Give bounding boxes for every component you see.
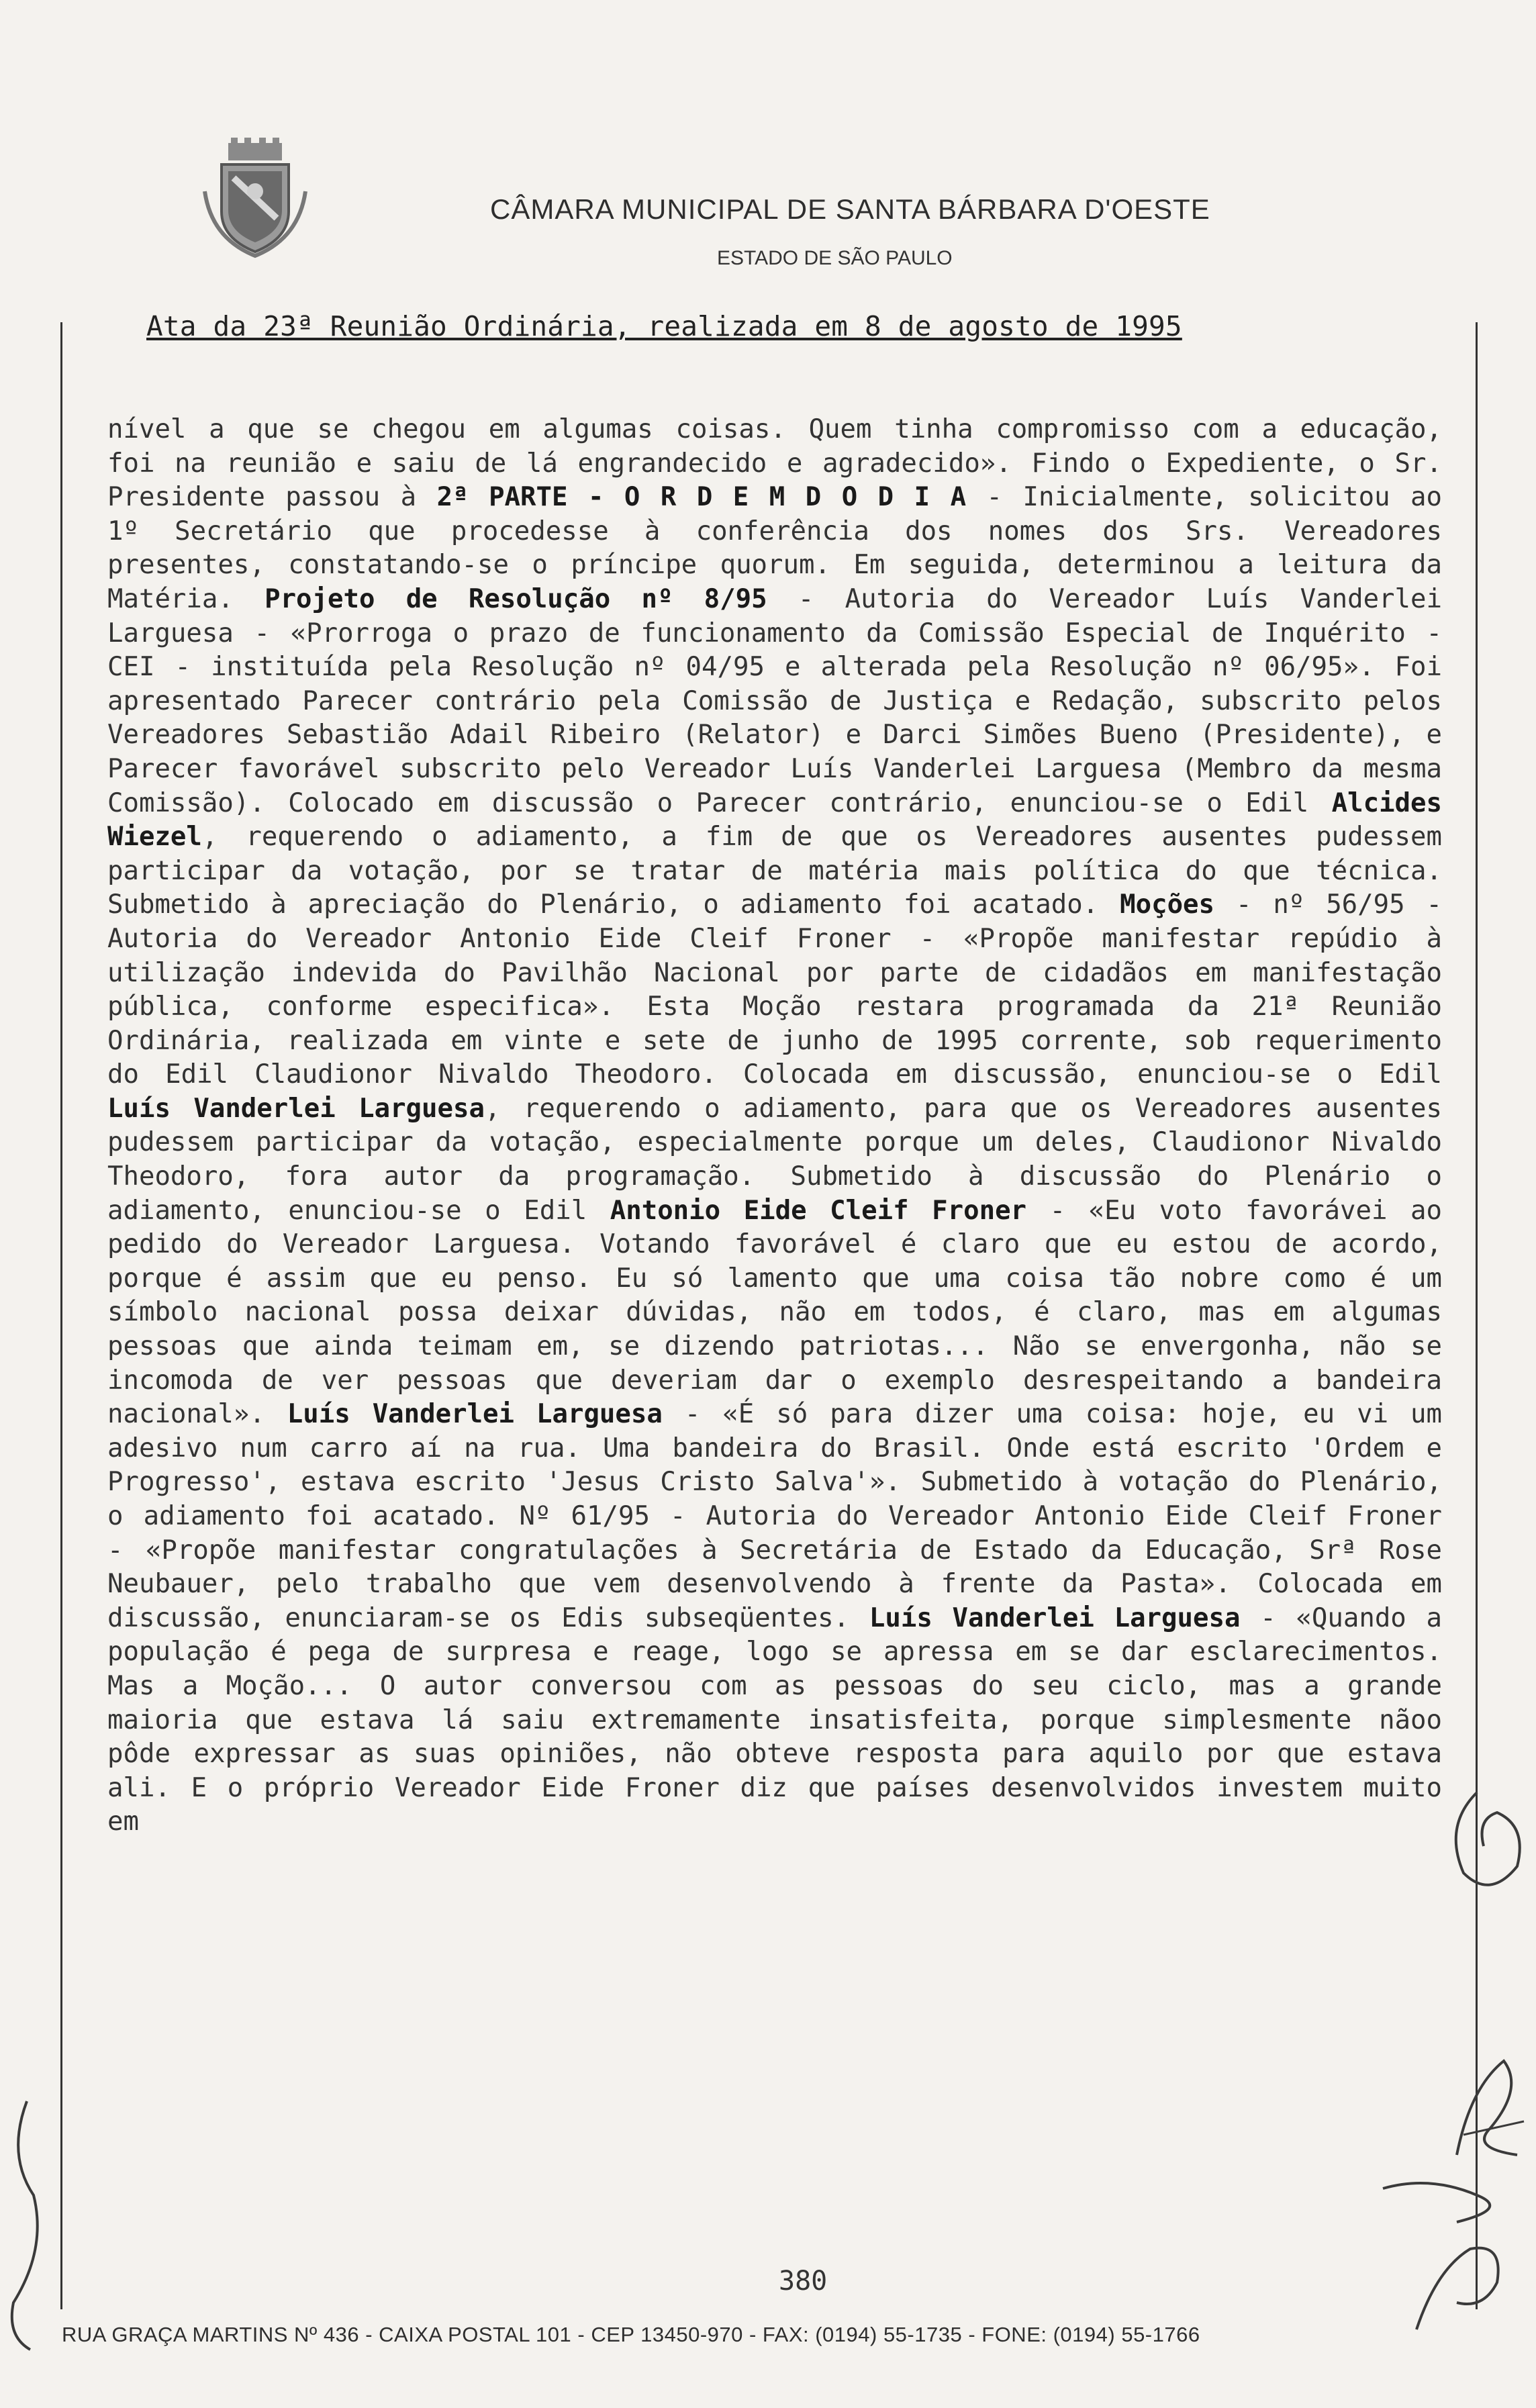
left-margin-line xyxy=(60,322,62,2309)
body-bold-segment: 2ª PARTE - O R D E M D O D I A xyxy=(436,482,967,513)
minutes-body xyxy=(107,413,1442,1839)
body-text-segment: - nº 56/95 - Autoria do Vereador Antonio Eide Cleif Froner - «Propõe manifestar repúdio à utilização indevida do Pavilhão Nacional por parte de cidadãos em manifestação pública, conforme especifica». Esta Moção restara programada da 21ª Reunião Ordinária, realizada em vinte e sete de junho de 1995 corrente, sob requerimento do Edil Claudionor Nivaldo Theodoro. Colocada em discussão, enunciou-se o Edil xyxy=(107,889,1442,1090)
body-text-segment: , requerendo o adiamento, para que os Vereadores ausentes pudessem participar da votação, especialmente porque um deles, Claudionor Nivaldo Theodoro, fora autor da programação. Submetido à discussão do Plenário o adiamento, enunciou-se o Edil xyxy=(107,1093,1443,1226)
body-bold-segment: Antonio Eide Cleif Froner xyxy=(610,1195,1027,1226)
body-bold-segment: Projeto de Resolução nº 8/95 xyxy=(265,583,767,614)
body-bold-segment: Alcides Wiezel xyxy=(107,787,1442,853)
organization-state: ESTADO DE SÃO PAULO xyxy=(717,247,953,269)
body-text-segment: - «Quando a população é pega de surpresa e reage, logo se apressa em se dar esclarecimentos. Mas a Moção... O autor conversou com as pessoas do seu ciclo, mas a grande maioria que estava lá saiu extremamente insatisfeita, porque simplesmente nãoo pôde expressar as suas opiniões, não obteve resposta para aquilo por que estava ali. E o próprio Vereador Eide Froner diz que países desenvolvidos investem muito em xyxy=(107,1602,1443,1837)
municipal-crest-icon xyxy=(201,138,309,258)
document-title: Ata da 23ª Reunião Ordinária, realizada em 8 de agosto de 1995 xyxy=(146,310,1182,342)
signature-initials-2 xyxy=(1443,2048,1531,2168)
body-bold-segment: Luís Vanderlei Larguesa xyxy=(287,1399,663,1430)
body-bold-segment: Luís Vanderlei Larguesa xyxy=(107,1093,485,1124)
footer-address: RUA GRAÇA MARTINS Nº 436 - CAIXA POSTAL 101 - CEP 13450-970 - FAX: (0194) 55-1735 - FONE: (0194) 55-1766 xyxy=(62,2323,1200,2346)
body-text-segment: , requerendo o adiamento, a fim de que os Vereadores ausentes pudessem participar da votação, por se tratar de matéria mais política do que técnica. Submetido à apreciação do Plenário, o adiamento foi acatado. xyxy=(107,822,1442,920)
body-text-segment: nível a que se chegou em algumas coisas. Quem tinha compromisso com a educação, foi na reunião e saiu de lá engrandecido e agradecido». Findo o Expediente, o Sr. Presidente passou à xyxy=(107,414,1442,513)
right-margin-line xyxy=(1476,322,1478,2309)
body-bold-segment: Moções xyxy=(1120,889,1215,920)
body-text-segment: - «É só para dizer uma coisa: hoje, eu vi um adesivo num carro aí na rua. Uma bandeira do Brasil. Onde está escrito 'Ordem e Progresso', estava escrito 'Jesus Cristo Salva'». Submetido à votação do Plenário, o adiamento foi acatado. Nº 61/95 - Autoria do Vereador Antonio Eide Cleif Froner - «Propõe manifestar congratulações à Secretária de Estado da Educação, Srª Rose Neubauer, pelo trabalho que vem desenvolvendo à frente da Pasta». Colocada em discussão, enunciaram-se os Edis subseqüentes. xyxy=(107,1399,1443,1633)
body-text-segment: - Autoria do Vereador Luís Vanderlei Larguesa - «Prorroga o prazo de funcionamento da Comissão Especial de Inquérito - CEI - instituída pela Resolução nº 04/95 e alterada pela Resolução nº 06/95». Foi apresentado Parecer contrário pela Comissão de Justiça e Redação, subscrito pelos Vereadores Sebastião Adail Ribeiro (Relator) e Darci Simões Bueno (Presidente), e Parecer favorável subscrito pelo Vereador Luís Vanderlei Larguesa (Membro da mesma Comissão). Colocado em discussão o Parecer contrário, enunciou-se o Edil xyxy=(107,583,1442,818)
signature-margin-left xyxy=(0,2088,54,2356)
signature-initials-1 xyxy=(1437,1786,1531,1907)
body-bold-segment: Luís Vanderlei Larguesa xyxy=(869,1602,1241,1633)
signature-initials-3 xyxy=(1376,2168,1524,2336)
organization-name: CÂMARA MUNICIPAL DE SANTA BÁRBARA D'OESTE xyxy=(490,193,1210,225)
body-text-segment: - Inicialmente, solicitou ao 1º Secretário que procedesse à conferência dos nomes dos Srs. Vereadores presentes, constatando-se o príncipe quorum. Em seguida, determinou a leitura da Matéria. xyxy=(107,482,1443,614)
body-text-segment: - «Eu voto favorávei ao pedido do Vereador Larguesa. Votando favorável é claro que eu estou de acordo, porque é assim que eu penso. Eu só lamento que uma coisa tão nobre como é um símbolo nacional possa deixar dúvidas, não em todos, é claro, mas em algumas pessoas que ainda teimam em, se dizendo patriotas... Não se envergonha, não se incomoda de ver pessoas que deveriam dar o exemplo desrespeitando a bandeira nacional». xyxy=(107,1195,1442,1430)
page-number: 380 xyxy=(779,2266,828,2297)
